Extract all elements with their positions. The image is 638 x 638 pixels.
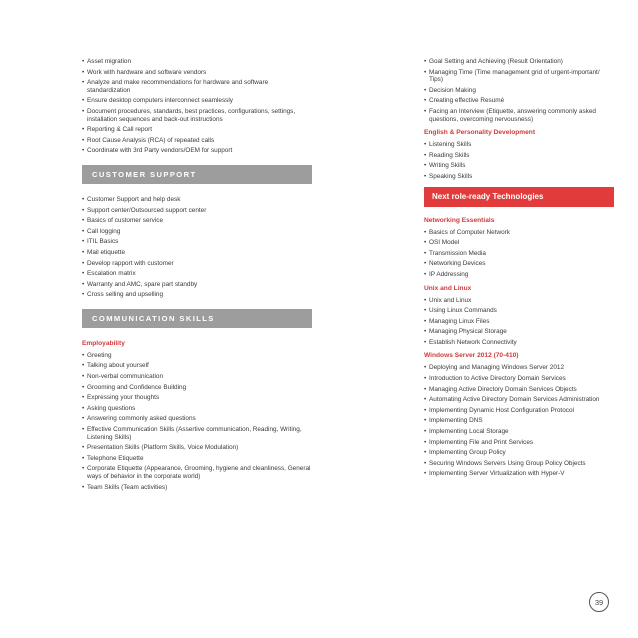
list-item: • Using Linux Commands xyxy=(424,307,614,315)
list-item: • Call logging xyxy=(82,228,312,236)
english-list xyxy=(424,141,614,180)
list-item: • Networking Devices xyxy=(424,260,614,268)
list-item: • Root Cause Analysis (RCA) of repeated calls xyxy=(82,137,312,145)
list-item: • Implementing Local Storage xyxy=(424,428,614,436)
list-item: • Implementing File and Print Services xyxy=(424,439,614,447)
windows-server-heading: Windows Server 2012 (70-410) xyxy=(424,352,519,360)
list-item: • Speaking Skills xyxy=(424,173,614,181)
list-item: • Cross selling and upselling xyxy=(82,291,312,299)
list-item: • Document procedures, standards, best practices, configurations, settings, installation sequences and back-out instructions xyxy=(82,108,312,123)
networking-list xyxy=(424,229,614,279)
list-item: • Grooming and Confidence Building xyxy=(82,384,312,392)
list-item: • Answering commonly asked questions xyxy=(82,415,312,423)
list-item: • Managing Time (Time management grid of urgent-important/ Tips) xyxy=(424,69,614,84)
list-item: • Securing Windows Servers Using Group Policy Objects xyxy=(424,460,614,468)
employability-list xyxy=(82,352,312,491)
list-item: • Managing Linux Files xyxy=(424,318,614,326)
list-item: • Managing Active Directory Domain Services Objects xyxy=(424,386,614,394)
list-item: • Establish Network Connectivity xyxy=(424,339,614,347)
list-item: • Warranty and AMC, spare part standby xyxy=(82,281,312,289)
list-item: • Transmission Media xyxy=(424,250,614,258)
customer-support-band: CUSTOMER SUPPORT xyxy=(82,165,312,184)
list-item: • Implementing DNS xyxy=(424,417,614,425)
list-item: • Basics of customer service xyxy=(82,217,312,225)
list-item: • Implementing Server Virtualization with Hyper-V xyxy=(424,470,614,478)
list-item: • Customer Support and help desk xyxy=(82,196,312,204)
list-item: • Non-verbal communication xyxy=(82,373,312,381)
list-item: • Writing Skills xyxy=(424,162,614,170)
list-item: • Presentation Skills (Platform Skills, Voice Modulation) xyxy=(82,444,312,452)
list-item: • Introduction to Active Directory Domain Services xyxy=(424,375,614,383)
list-item: • Creating effective Resumé xyxy=(424,97,614,105)
english-heading: English & Personality Development xyxy=(424,129,536,137)
list-item: • Facing an Interview (Etiquette, answering commonly asked questions, overcoming nervousness) xyxy=(424,108,614,123)
list-item: • Listening Skills xyxy=(424,141,614,149)
networking-heading: Networking Essentials xyxy=(424,216,495,224)
list-item: • Talking about yourself xyxy=(82,362,312,370)
employability-heading: Employability xyxy=(82,339,125,347)
list-item: • Greeting xyxy=(82,352,312,360)
list-item: • Reading Skills xyxy=(424,152,614,160)
list-item: • Team Skills (Team activities) xyxy=(82,484,312,492)
it-support-list xyxy=(82,58,312,155)
list-item: • Deploying and Managing Windows Server 2012 xyxy=(424,364,614,372)
right-column xyxy=(424,58,614,481)
list-item: • IP Addressing xyxy=(424,271,614,279)
unix-list xyxy=(424,297,614,347)
unix-heading: Unix and Linux xyxy=(424,284,472,292)
list-item: • ITIL Basics xyxy=(82,238,312,246)
list-item: • Unix and Linux xyxy=(424,297,614,305)
list-item: • Ensure desktop computers interconnect seamlessly xyxy=(82,97,312,105)
list-item: • Asset migration xyxy=(82,58,312,66)
list-item: • Work with hardware and software vendors xyxy=(82,69,312,77)
list-item: • Expressing your thoughts xyxy=(82,394,312,402)
list-item: • Automating Active Directory Domain Services Administration xyxy=(424,396,614,404)
list-item: • Asking questions xyxy=(82,405,312,413)
windows-server-list xyxy=(424,364,614,478)
list-item: • Develop rapport with customer xyxy=(82,260,312,268)
communication-skills-band: COMMUNICATION SKILLS xyxy=(82,309,312,328)
page-number: 39 xyxy=(589,592,609,612)
list-item: • Effective Communication Skills (Assertive communication, Reading, Writing, Listening Skills) xyxy=(82,426,312,441)
list-item: • Managing Physical Storage xyxy=(424,328,614,336)
list-item: • Reporting & Call report xyxy=(82,126,312,134)
customer-support-list xyxy=(82,196,312,299)
list-item: • Mail etiquette xyxy=(82,249,312,257)
list-item: • Analyze and make recommendations for hardware and software standardization xyxy=(82,79,312,94)
list-item: • Goal Setting and Achieving (Result Orientation) xyxy=(424,58,614,66)
left-column xyxy=(82,58,312,494)
list-item: • Implementing Group Policy xyxy=(424,449,614,457)
list-item: • OSI Model xyxy=(424,239,614,247)
soft-skills-list xyxy=(424,58,614,123)
list-item: • Support center/Outsourced support center xyxy=(82,207,312,215)
list-item: • Basics of Computer Network xyxy=(424,229,614,237)
list-item: • Escalation matrix xyxy=(82,270,312,278)
technologies-band: Next role-ready Technologies xyxy=(424,187,614,207)
list-item: • Decision Making xyxy=(424,87,614,95)
list-item: • Corporate Etiquette (Appearance, Grooming, hygiene and cleanliness, General ways of behavior in the corporate world) xyxy=(82,465,312,480)
list-item: • Implementing Dynamic Host Configuration Protocol xyxy=(424,407,614,415)
list-item: • Telephone Etiquette xyxy=(82,455,312,463)
list-item: • Coordinate with 3rd Party vendors/OEM for support xyxy=(82,147,312,155)
